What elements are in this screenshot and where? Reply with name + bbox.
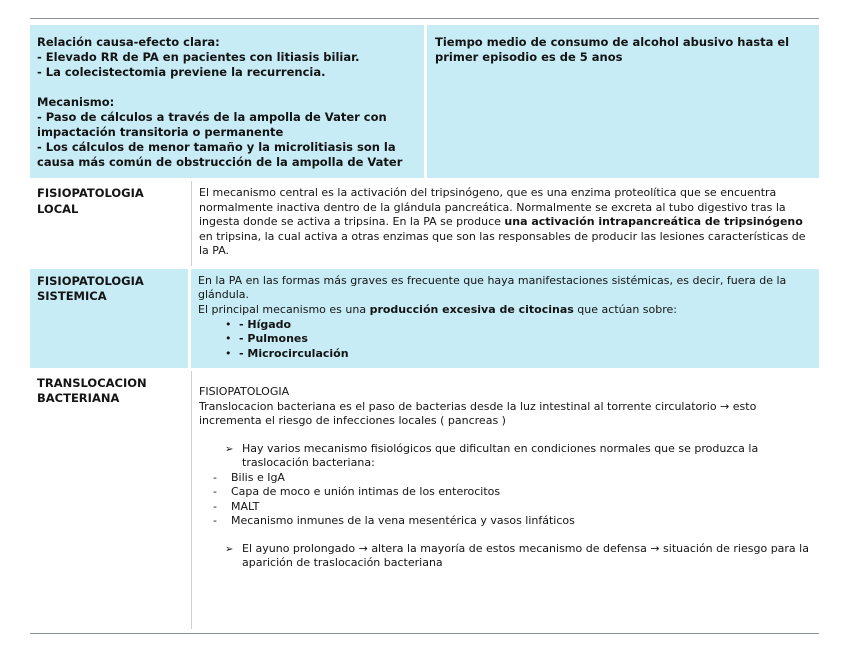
text-line: Relación causa-efecto clara: bbox=[37, 35, 220, 49]
text-line: - Los cálculos de menor tamaño y la microlitiasis son la causa más común de obstrucción de la ampolla de Vater bbox=[37, 140, 403, 170]
dash-bullet-icon: - bbox=[213, 514, 217, 528]
label-line: TRANSLOCACION bbox=[37, 376, 147, 391]
text-line: Tiempo medio de consumo de alcohol abusivo hasta el primer episodio es de 5 anos bbox=[435, 35, 790, 65]
list-item bbox=[199, 514, 811, 529]
list-item bbox=[199, 442, 811, 471]
cell-content-fisiopatologia-local bbox=[191, 181, 819, 266]
text-run-bold: producción excesiva de citocinas bbox=[369, 302, 574, 316]
list-item-text: Capa de moco e unión intimas de los enterocitos bbox=[231, 485, 501, 499]
list-item-text: El ayuno prolongado → altera la mayoría de estos mecanismo de defensa → situación de riesgo para la aparición de traslocación bacteriana bbox=[242, 541, 809, 570]
list-item bbox=[198, 332, 811, 347]
paragraph-fisiopatologia-heading: FISIOPATOLOGIA bbox=[199, 385, 290, 399]
text-line: - Elevado RR de PA en pacientes con litiasis biliar. bbox=[37, 50, 360, 65]
list-item bbox=[199, 542, 811, 571]
arrowhead-bullet-icon: ➢ bbox=[225, 443, 234, 455]
list-item bbox=[199, 500, 811, 515]
table-row-fisiopatologia-sistemica bbox=[30, 269, 819, 368]
text-run: El principal mecanismo es una bbox=[198, 302, 370, 316]
list-item-text: - Microcirculación bbox=[239, 346, 349, 360]
paragraph-translocacion: Translocacion bacteriana es el paso de bacterias desde la luz intestinal al torrente circulatorio → esto incrementa el riesgo de infecciones locales ( pancreas ) bbox=[199, 399, 757, 428]
label-line: LOCAL bbox=[37, 201, 79, 216]
text-run-bold: una activación intrapancreática de tripsinógeno bbox=[504, 215, 803, 229]
label-line: FISIOPATOLOGIA bbox=[37, 186, 144, 201]
list-item-text: - Hígado bbox=[239, 317, 292, 331]
text-line: Mecanismo: bbox=[37, 94, 115, 109]
cell-alcohol-nota bbox=[427, 25, 819, 178]
notes-table bbox=[30, 18, 819, 634]
label-line: BACTERIANA bbox=[37, 391, 120, 406]
table-row-causa-efecto bbox=[30, 25, 819, 178]
text-line: - Paso de cálculos a través de la ampolla de Vater con impactación transitoria o permanente bbox=[37, 109, 387, 139]
bullet-icon: • bbox=[225, 317, 232, 331]
cell-label-fisiopatologia-local bbox=[30, 181, 188, 266]
paragraph-citocinas bbox=[198, 303, 811, 318]
paragraph-mecanismo-central bbox=[199, 186, 811, 259]
dash-bullet-icon: - bbox=[213, 485, 217, 499]
list-item bbox=[199, 471, 811, 486]
cell-label-fisiopatologia-sistemica bbox=[30, 269, 188, 368]
cell-content-translocacion-bacteriana bbox=[191, 371, 819, 629]
bullet-icon: • bbox=[225, 332, 232, 346]
label-line: FISIOPATOLOGIA bbox=[37, 273, 144, 288]
paragraph-mecanismo bbox=[37, 95, 416, 171]
arrowhead-bullet-icon: ➢ bbox=[225, 543, 234, 555]
paragraph-sistemica: En la PA en las formas más graves es frecuente que haya manifestaciones sistémicas, es decir, fuera de la glándula. bbox=[198, 273, 787, 302]
cell-causa-efecto bbox=[30, 25, 424, 178]
list-item bbox=[199, 485, 811, 500]
text-line: - La colecistectomia previene la recurrencia. bbox=[37, 65, 326, 80]
list-item-text: Hay varios mecanismo fisiológicos que dificultan en condiciones normales que se produzca la traslocación bacteriana: bbox=[242, 441, 759, 470]
list-item-text: Mecanismo inmunes de la vena mesentérica y vasos linfáticos bbox=[231, 514, 575, 528]
table-row-fisiopatologia-local bbox=[30, 181, 819, 266]
cell-content-fisiopatologia-sistemica bbox=[191, 269, 819, 368]
text-run: en tripsina, la cual activa a otras enzimas que son las responsables de producir las lesiones características de la PA. bbox=[199, 229, 806, 258]
table-row-translocacion-bacteriana bbox=[30, 371, 819, 629]
list-item bbox=[198, 347, 811, 362]
dash-bullet-icon: - bbox=[213, 499, 217, 513]
text-run: El mecanismo central es la activación del tripsinógeno, que es una enzima proteolítica que se encuentra normalmente inactiva dentro de la glándula pancreática. Normalmente se excreta al tubo digestivo tras la ingesta donde se activa a tripsina. En la PA se produce bbox=[199, 186, 786, 229]
label-line: SISTEMICA bbox=[37, 289, 107, 304]
list-item-text: Bilis e IgA bbox=[231, 470, 285, 484]
dash-bullet-icon: - bbox=[213, 470, 217, 484]
list-item-text: - Pulmones bbox=[239, 332, 308, 346]
bullet-icon: • bbox=[225, 346, 232, 360]
list-item bbox=[198, 318, 811, 333]
paragraph-causa bbox=[37, 35, 416, 81]
text-run: que actúan sobre: bbox=[573, 302, 678, 316]
cell-label-translocacion-bacteriana bbox=[30, 371, 188, 629]
list-item-text: MALT bbox=[231, 499, 260, 513]
